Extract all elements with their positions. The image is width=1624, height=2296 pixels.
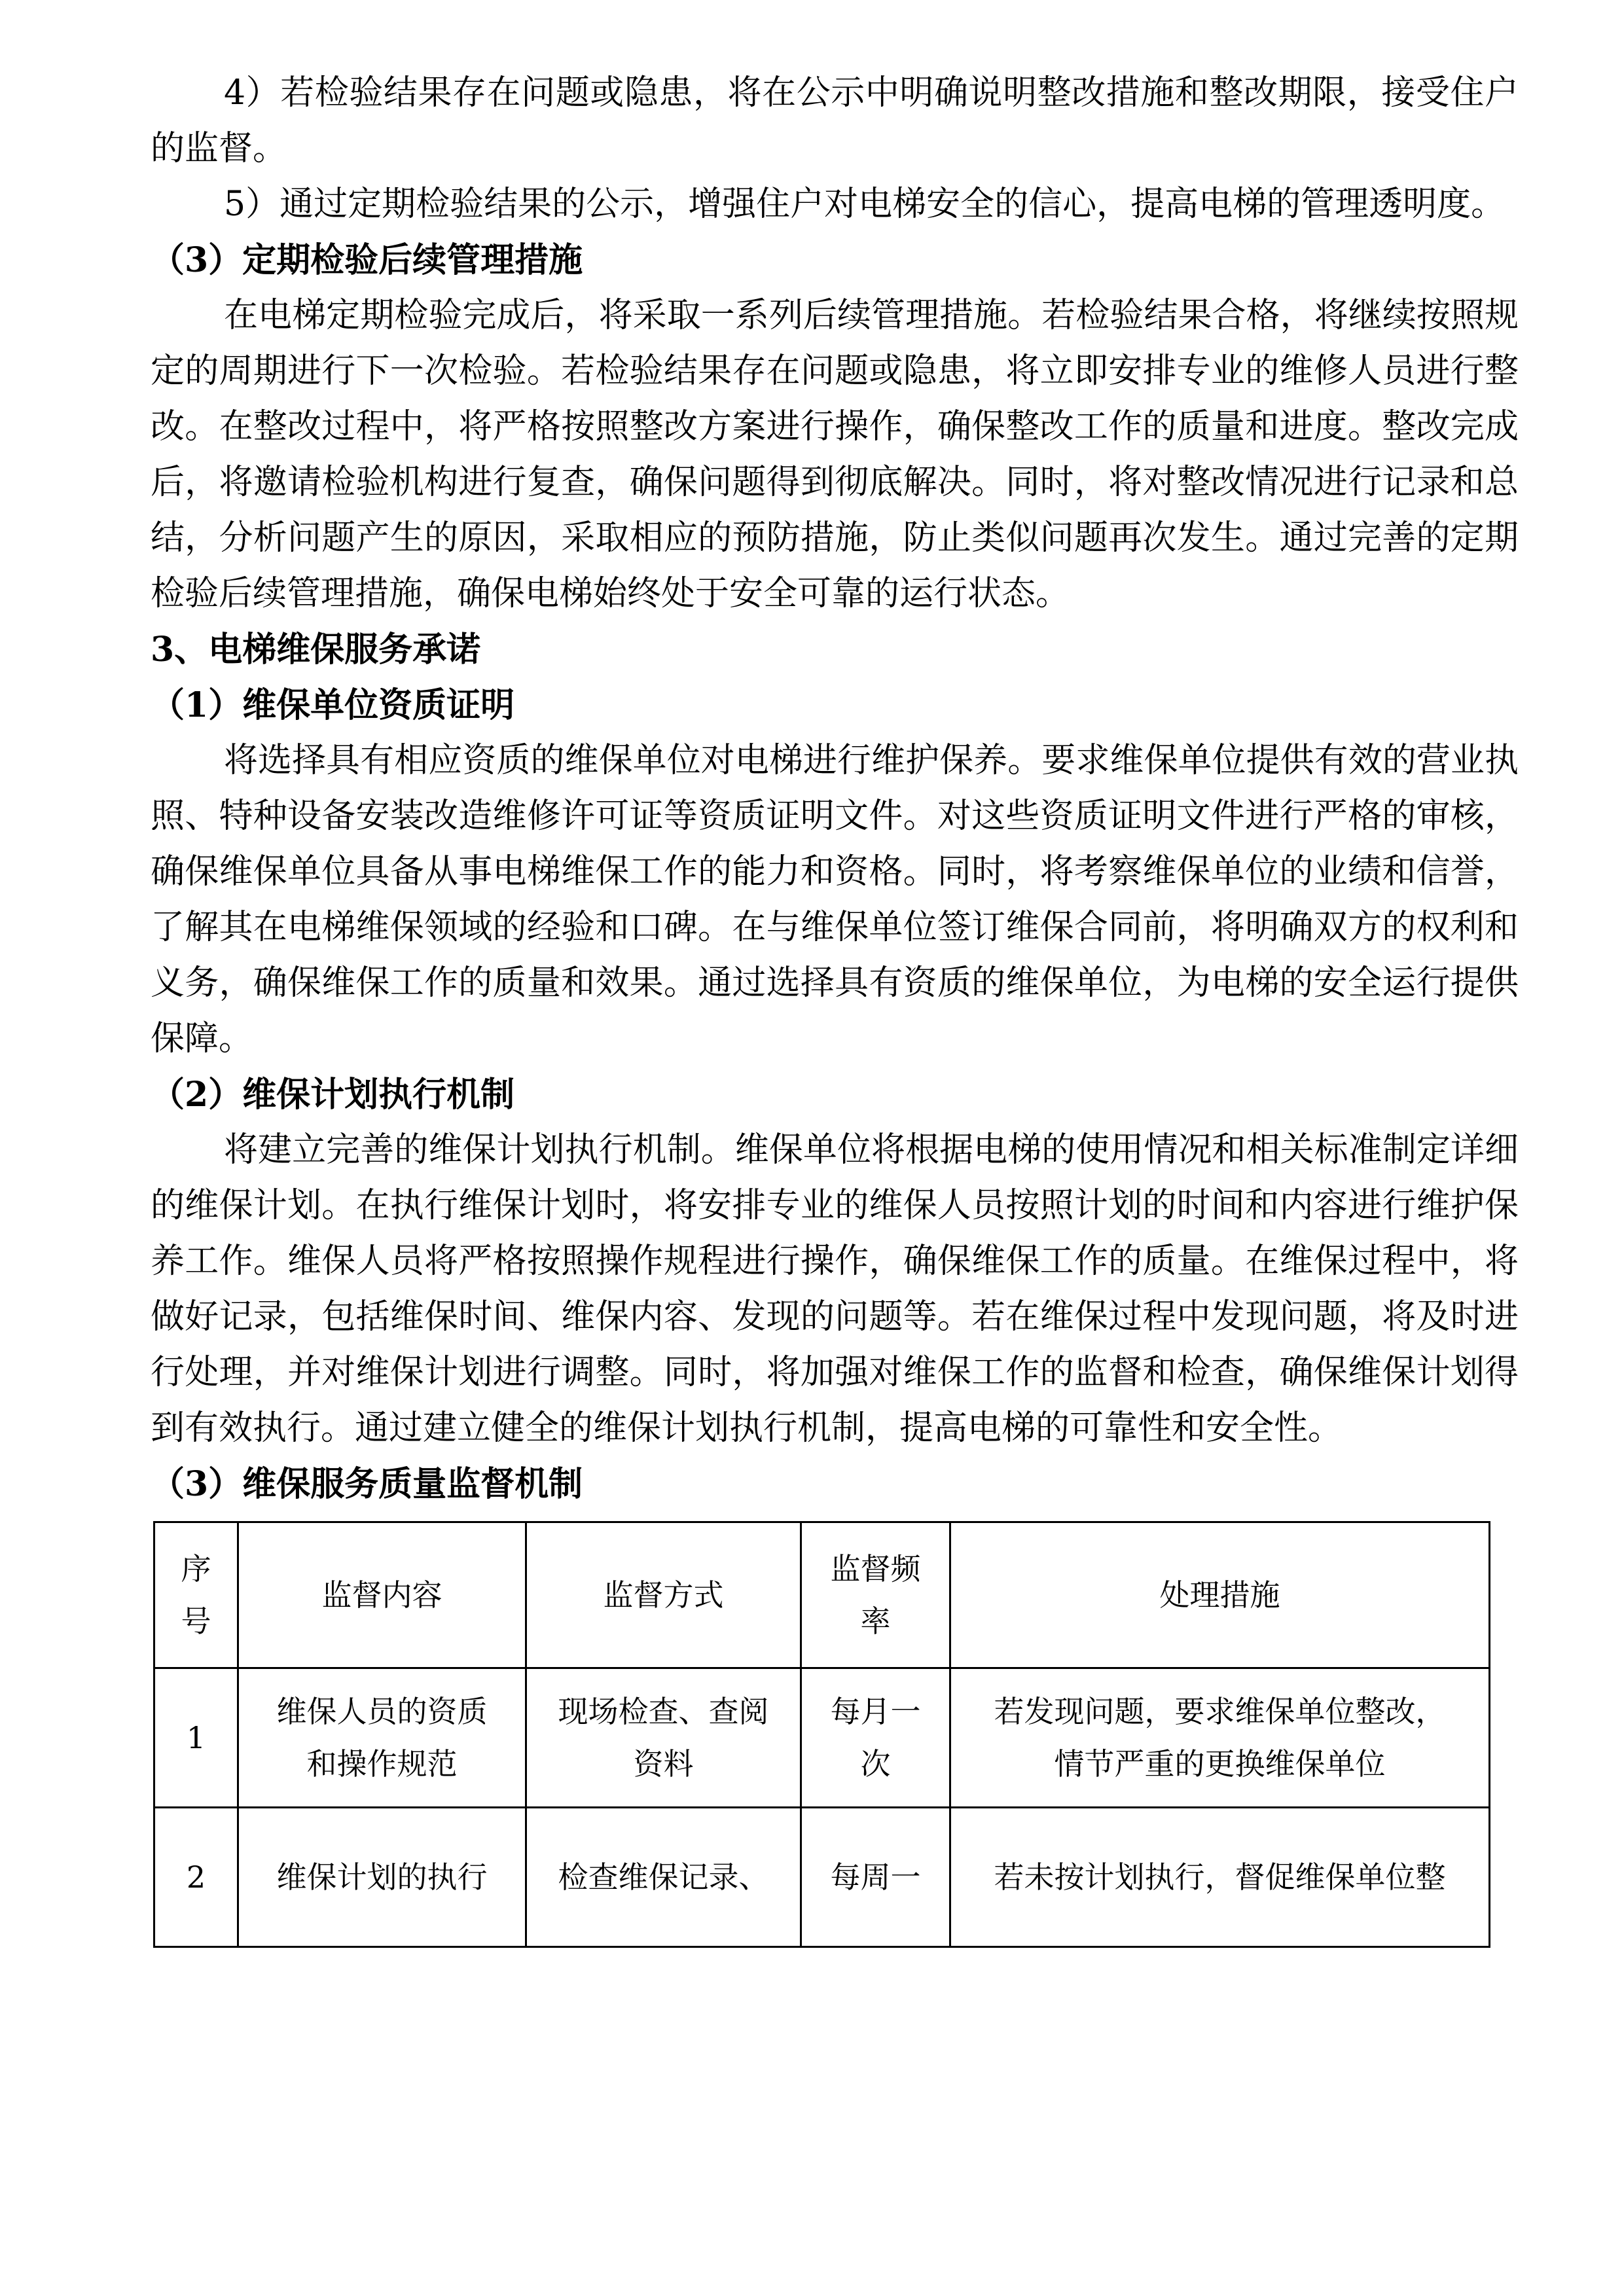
paragraph-maintenance-unit-qualification: 将选择具有相应资质的维保单位对电梯进行维护保养。要求维保单位提供有效的营业执照、特种设备安装改造维修许可证等资质证明文件。对这些资质证明文件进行严格的审核，确保维保单位具备从事电梯维保工作的能力和资格。同时，将考察维保单位的业绩和信誉，了解其在电梯维保领域的经验和口碑。在与维保单位签订维保合同前，将明确双方的权利和义务，确保维保工作的质量和效果。通过选择具有资质的维保单位，为电梯的安全运行提供保障。 [151, 741, 1519, 1058]
table-header-frequency-line1: 监督频 [830, 1551, 921, 1587]
table-header-row [154, 1522, 1490, 1668]
table-cell-content-line2: 和操作规范 [306, 1746, 458, 1782]
table-cell-action-line1: 若发现问题，要求维保单位整改， [994, 1694, 1446, 1729]
table-cell-content [238, 1668, 526, 1808]
table-cell-action [950, 1668, 1490, 1808]
heading-periodic-inspection-followup: （3）定期检验后续管理措施 [151, 240, 583, 280]
table-cell-action: 若未按计划执行，督促维保单位整 [950, 1808, 1490, 1947]
table-header-content: 监督内容 [238, 1522, 526, 1668]
table-cell-action-line2: 情节严重的更换维保单位 [1054, 1746, 1386, 1782]
table-header-seq-line2: 号 [181, 1604, 211, 1639]
table-cell-content-line1: 维保人员的资质 [276, 1694, 488, 1729]
table-header-frequency-line2: 率 [860, 1604, 891, 1639]
table-header-method: 监督方式 [526, 1522, 801, 1668]
table-cell-frequency: 每周一 [801, 1808, 950, 1947]
supervision-mechanism-table [153, 1521, 1490, 1948]
heading-maintenance-plan-execution: （2）维保计划执行机制 [151, 1075, 515, 1115]
paragraph-maintenance-plan-execution: 将建立完善的维保计划执行机制。维保单位将根据电梯的使用情况和相关标准制定详细的维保计划。在执行维保计划时，将安排专业的维保人员按照计划的时间和内容进行维护保养工作。维保人员将严格按照操作规程进行操作，确保维保工作的质量。在维保过程中，将做好记录，包括维保时间、维保内容、发现的问题等。若在维保过程中发现问题，将及时进行处理，并对维保计划进行调整。同时，将加强对维保工作的监督和检查，确保维保计划得到有效执行。通过建立健全的维保计划执行机制，提高电梯的可靠性和安全性。 [151, 1130, 1519, 1448]
table-cell-frequency-line1: 每月一 [830, 1694, 921, 1729]
table-cell-method: 检查维保记录、 [526, 1808, 801, 1947]
table-row [154, 1668, 1490, 1808]
table-cell-content: 维保计划的执行 [238, 1808, 526, 1947]
table-row [154, 1808, 1490, 1947]
heading-maintenance-quality-supervision: （3）维保服务质量监督机制 [151, 1464, 583, 1504]
paragraph-item-5: 5）通过定期检验结果的公示，增强住户对电梯安全的信心，提高电梯的管理透明度。 [224, 185, 1506, 224]
table-header-seq-line1: 序 [181, 1551, 211, 1587]
paragraph-periodic-inspection-followup: 在电梯定期检验完成后，将采取一系列后续管理措施。若检验结果合格，将继续按照规定的周期进行下一次检验。若检验结果存在问题或隐患，将立即安排专业的维修人员进行整改。在整改过程中，将严格按照整改方案进行操作，确保整改工作的质量和进度。整改完成后，将邀请检验机构进行复查，确保问题得到彻底解决。同时，将对整改情况进行记录和总结，分析问题产生的原因，采取相应的预防措施，防止类似问题再次发生。通过完善的定期检验后续管理措施，确保电梯始终处于安全可靠的运行状态。 [151, 296, 1519, 613]
table-header-frequency [801, 1522, 950, 1668]
table-cell-method-line1: 现场检查、查阅 [558, 1694, 769, 1729]
heading-maintenance-unit-qualification: （1）维保单位资质证明 [151, 685, 515, 725]
table-cell-method [526, 1668, 801, 1808]
table-header-action: 处理措施 [950, 1522, 1490, 1668]
paragraph-item-4: 4）若检验结果存在问题或隐患，将在公示中明确说明整改措施和整改期限，接受住户的监督。 [151, 73, 1519, 168]
table-cell-seq: 2 [154, 1808, 238, 1947]
page-content [151, 65, 1519, 1948]
table-cell-frequency-line2: 次 [860, 1746, 891, 1782]
heading-elevator-maintenance-commitment: 3、电梯维保服务承诺 [151, 630, 481, 670]
table-header-seq [154, 1522, 238, 1668]
table-cell-seq: 1 [154, 1668, 238, 1808]
table-cell-method-line2: 资料 [633, 1746, 694, 1782]
table-cell-frequency [801, 1668, 950, 1808]
supervision-table-wrapper [151, 1521, 1519, 1948]
